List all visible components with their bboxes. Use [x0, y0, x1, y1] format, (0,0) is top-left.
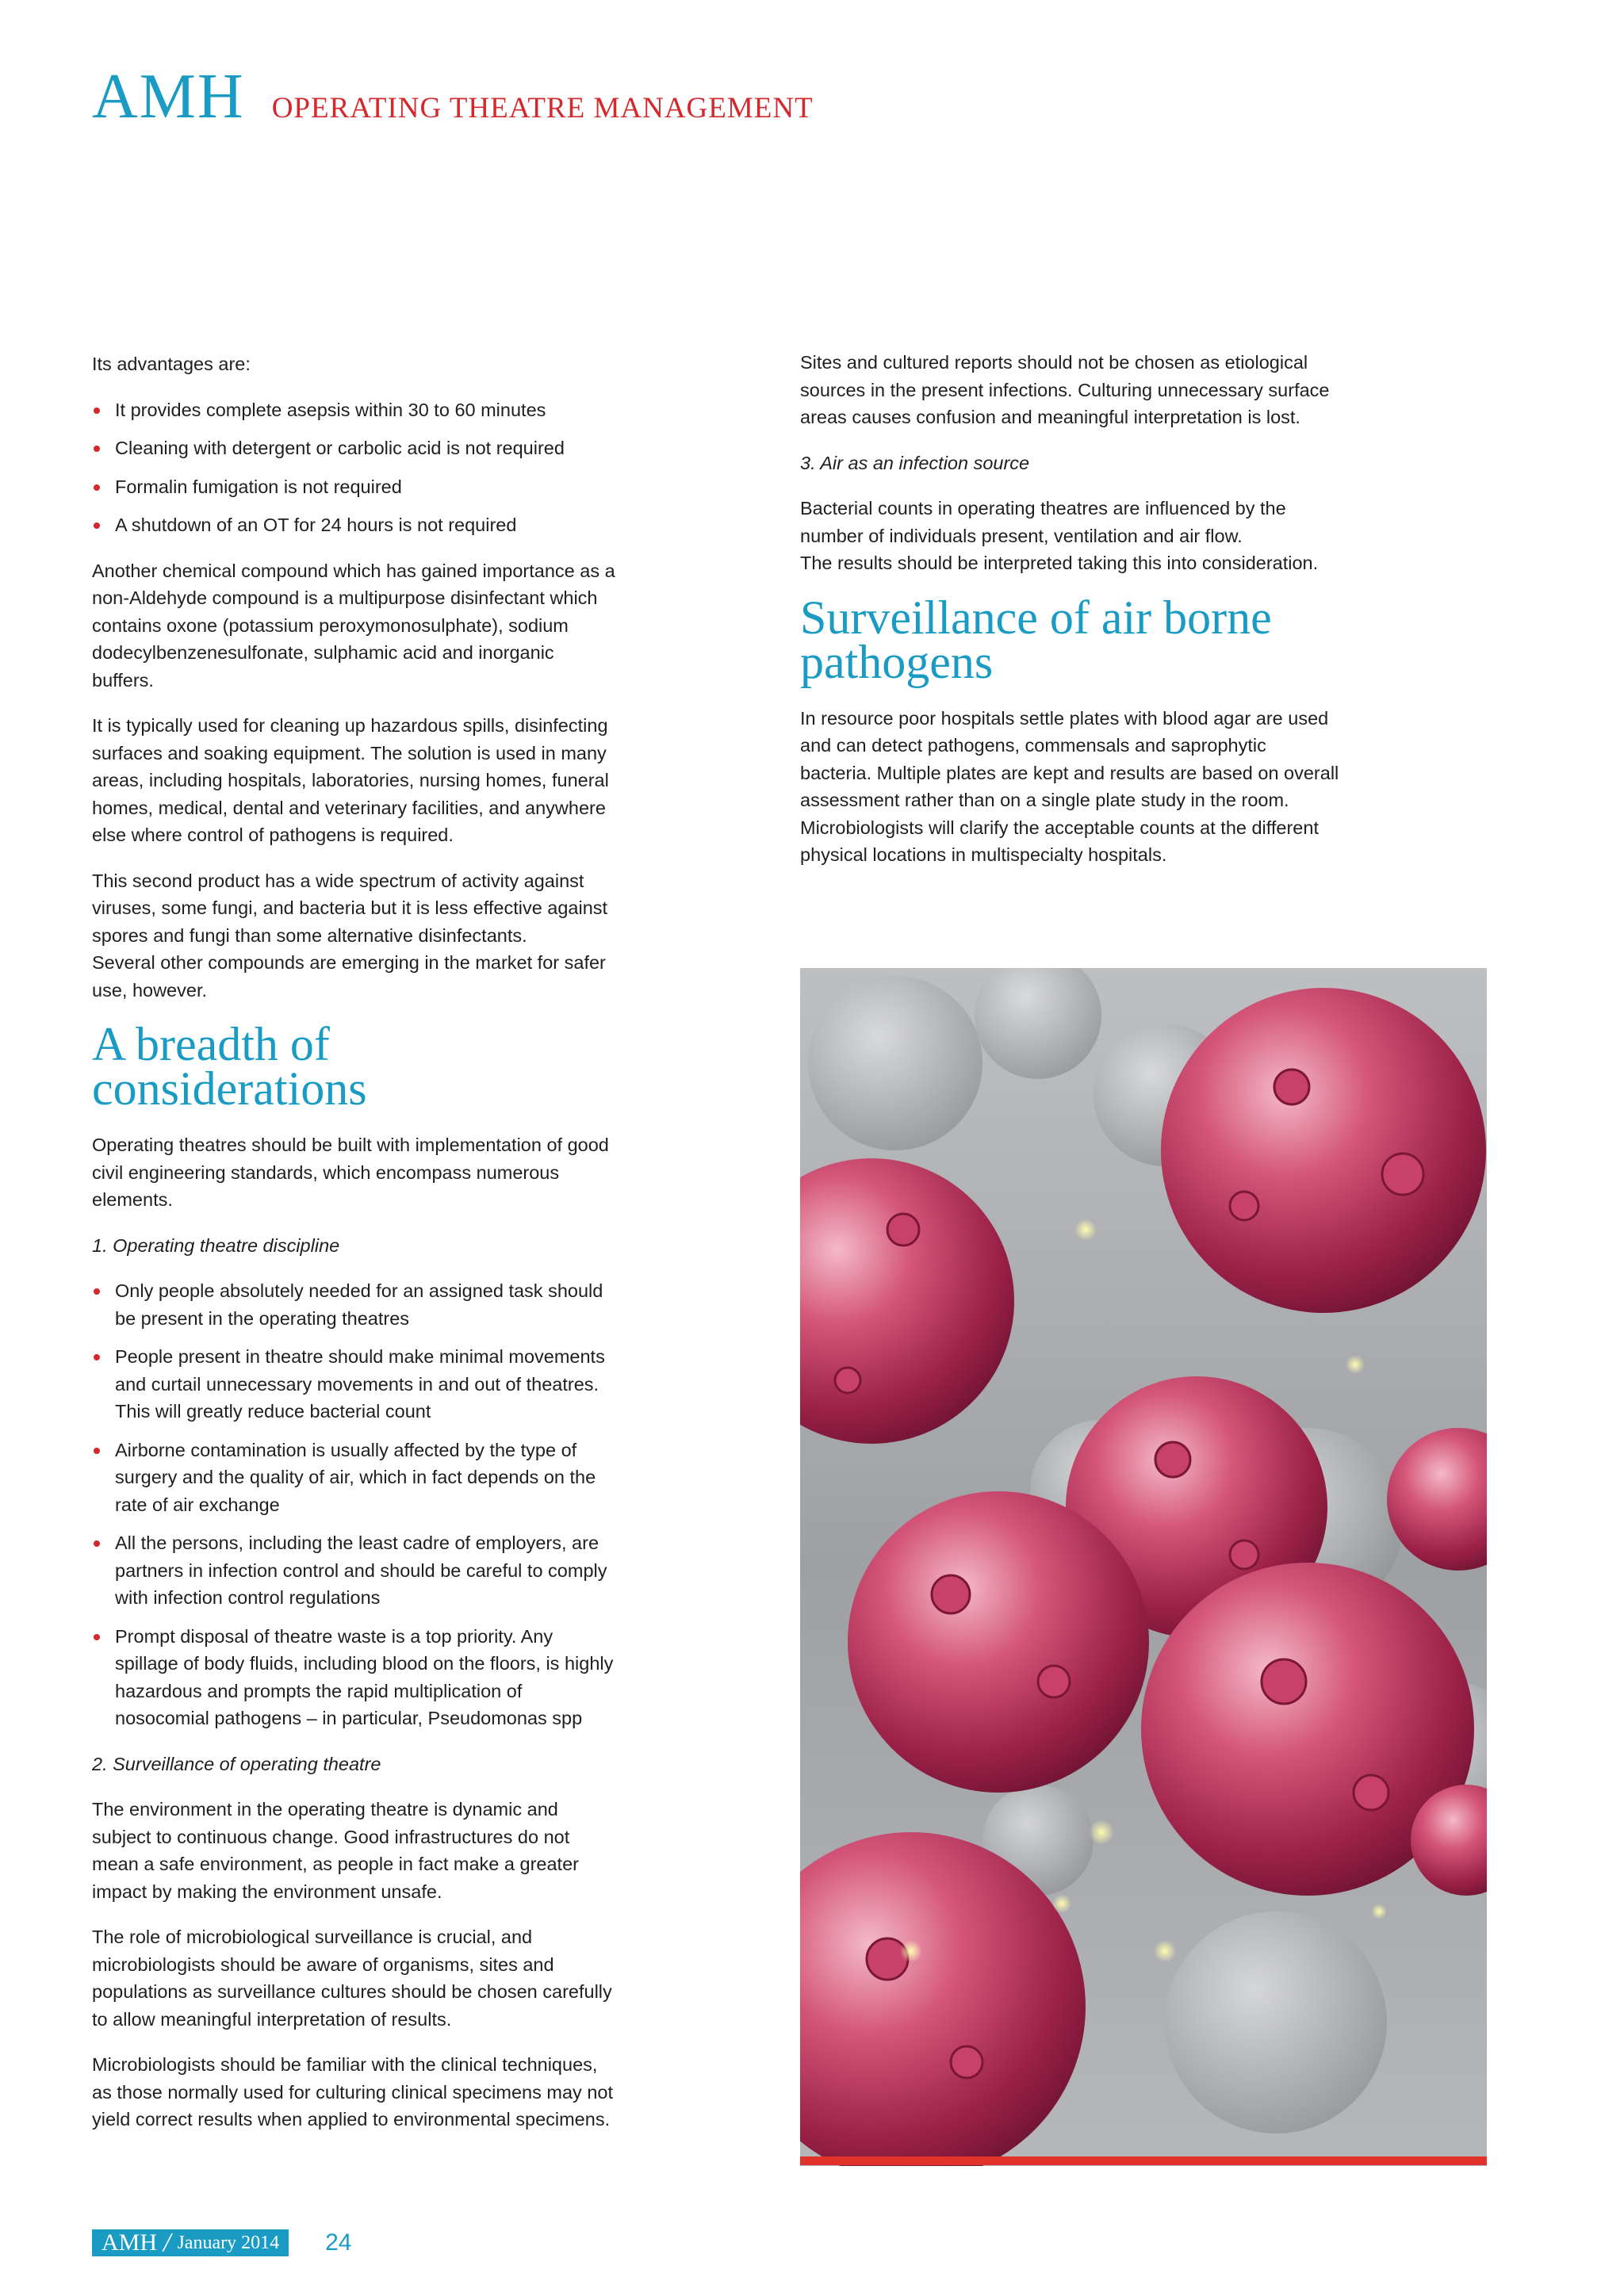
footer-brand: AMH: [102, 2229, 158, 2256]
section-heading: Surveillance of air borne pathogens: [800, 591, 1272, 688]
body-paragraph: Sites and cultured reports should not be chosen as etiological sources in the present infections. Culturing unnecessary surface areas causes confusion and meaningful interpretation is lost.: [800, 352, 1330, 427]
list-item: Only people absolutely needed for an assigned task should be present in the operating theatres: [92, 1277, 615, 1332]
brand-logo: AMH: [92, 62, 245, 132]
figure-divider: [800, 2156, 1487, 2165]
body-text: Several other compounds are emerging in the market for safer use, however.: [92, 952, 606, 1001]
body-paragraph: The environment in the operating theatre is dynamic and subject to continuous change. Good infrastructures do not mean a safe environment, as people in fact make a greater impact by making the environment unsafe.: [92, 1799, 579, 1902]
footer-slash: /: [163, 2228, 171, 2257]
list-item: Airborne contamination is usually affected by the type of surgery and the quality of air, which in fact depends on the rate of air exchange: [92, 1437, 615, 1519]
list-item: Cleaning with detergent or carbolic acid is not required: [92, 434, 615, 462]
page-number: 24: [325, 2229, 352, 2256]
body-paragraph: The role of microbiological surveillance is crucial, and microbiologists should be aware of organisms, sites and populations as surveillance cultures should be chosen carefully to allow meaningful interpretation of results.: [92, 1927, 612, 2030]
body-paragraph: It is typically used for cleaning up hazardous spills, disinfecting surfaces and soaking equipment. The solution is used in many areas, including hospitals, laboratories, nursing homes, funeral homes, medical, dental and veterinary facilities, and anywhere else where control of pathogens is required.: [92, 715, 609, 845]
subheading: 2. Surveillance of operating theatre: [92, 1753, 381, 1774]
list-item: All the persons, including the least cadre of employers, are partners in infection control and should be careful to comply with infection control regulations: [92, 1529, 615, 1612]
page-header: [92, 62, 814, 132]
body-paragraph: In resource poor hospitals settle plates with blood agar are used and can detect pathogens, commensals and saprophytic bacteria. Multiple plates are kept and results are based on overall assessment rather than on a single plate study in the room. Microbiologists will clarify the acceptable counts at the different physical locations in multispecialty hospitals.: [800, 707, 1339, 865]
body-paragraph: [92, 867, 615, 1004]
list-item: People present in theatre should make minimal movements and curtail unnecessary movements in and out of theatres. This will greatly reduce bacterial count: [92, 1343, 615, 1425]
subheading: 3. Air as an infection source: [800, 452, 1030, 473]
list-item: Prompt disposal of theatre waste is a top priority. Any spillage of body fluids, including blood on the floors, is highly hazardous and prompts the rapid multiplication of nosocomial pathogens – in particular, Pseudomonas spp: [92, 1623, 615, 1732]
advantages-list: [92, 396, 615, 539]
pathogen-illustration: [800, 968, 1487, 2166]
body-text: The results should be interpreted taking this into consideration.: [800, 553, 1319, 573]
advantages-intro: Its advantages are:: [92, 354, 251, 374]
section-title: OPERATING THEATRE MANAGEMENT: [271, 92, 814, 124]
subheading: 1. Operating theatre discipline: [92, 1234, 340, 1256]
list-item: It provides complete asepsis within 30 to 60 minutes: [92, 396, 615, 424]
body-text: Bacterial counts in operating theatres are influenced by the number of individuals present, ventilation and air flow.: [800, 498, 1286, 546]
section-heading: A breadth of considerations: [92, 1018, 367, 1115]
body-paragraph: Operating theatres should be built with implementation of good civil engineering standards, which encompass numerous elements.: [92, 1135, 609, 1210]
list-item: A shutdown of an OT for 24 hours is not required: [92, 511, 615, 539]
body-paragraph: Microbiologists should be familiar with the clinical techniques, as those normally used for culturing clinical specimens may not yield correct results when applied to environmental specimens.: [92, 2054, 613, 2130]
body-paragraph: [800, 495, 1339, 577]
body-paragraph: Another chemical compound which has gained importance as a non-Aldehyde compound is a multipurpose disinfectant which contains oxone (potassium peroxymonosulphate), sodium dodecylbenzenesulfonate, sulphamic acid and inorganic buffers.: [92, 560, 615, 691]
page-footer: [92, 2229, 351, 2256]
right-column: [800, 349, 1339, 887]
discipline-list: [92, 1277, 615, 1732]
left-column: [92, 350, 615, 2152]
body-text: This second product has a wide spectrum of activity against viruses, some fungi, and bacteria but it is less effective against spores and fungi than some alternative disinfectants.: [92, 870, 608, 946]
list-item: Formalin fumigation is not required: [92, 473, 615, 501]
footer-tag: [92, 2229, 289, 2256]
footer-date: January 2014: [177, 2232, 280, 2253]
